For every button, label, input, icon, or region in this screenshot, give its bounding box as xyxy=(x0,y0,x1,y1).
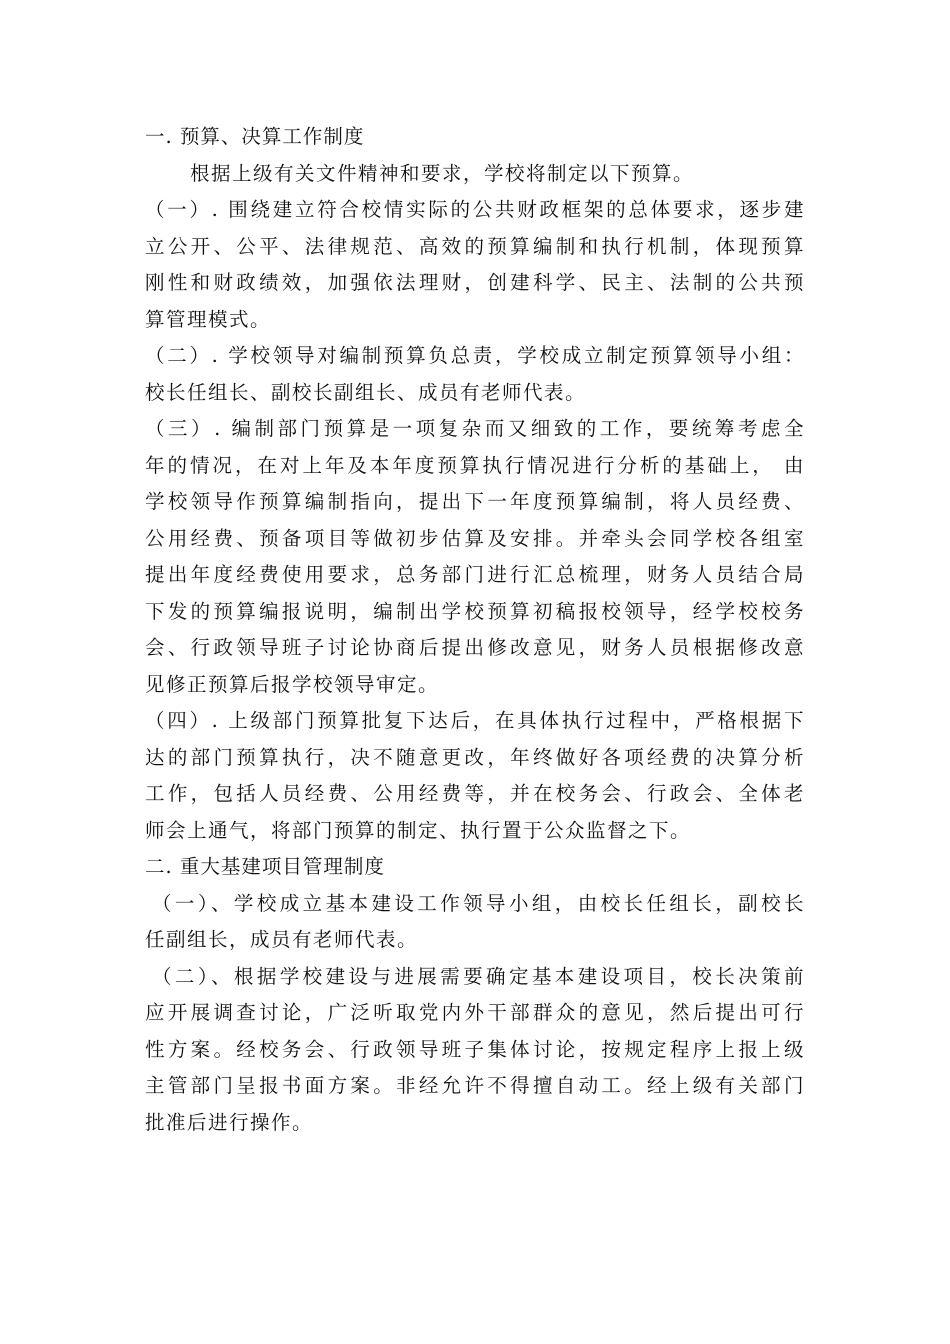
paragraph-line: 学校领导作预算编制指向，提出下一年度预算编制，将人员经费、 xyxy=(145,490,805,513)
paragraph-line: 师会上通气，将部门预算的制定、执行置于公众监督之下。 xyxy=(145,818,692,842)
section-heading-1: 一. 预算、决算工作制度 xyxy=(145,125,365,148)
paragraph-line: （四）. 上级部门预算批复下达后，在具体执行过程中，严格根据下 xyxy=(145,709,805,732)
paragraph-line: 达的部门预算执行，决不随意更改，年终做好各项经费的决算分析 xyxy=(145,745,805,769)
paragraph-line: 算管理模式。 xyxy=(145,307,272,331)
paragraph-line: 校长任组长、副校长副组长、成员有老师代表。 xyxy=(145,380,587,404)
paragraph-line: （二）. 学校领导对编制预算负总责，学校成立制定预算领导小组： xyxy=(145,344,805,367)
paragraph-line: 工作，包括人员经费、公用经费等，并在校务会、行政会、全体老 xyxy=(145,782,805,805)
paragraph-line: 任副组长，成员有老师代表。 xyxy=(145,928,419,951)
paragraph-line: （一）. 围绕建立符合校情实际的公共财政框架的总体要求，逐步建 xyxy=(145,198,805,221)
paragraph-line: 应开展调查讨论，广泛听取党内外干部群众的意见，然后提出可行 xyxy=(145,1001,805,1024)
section-heading-2: 二. 重大基建项目管理制度 xyxy=(145,855,385,878)
paragraph-line: 性方案。经校务会、行政领导班子集体讨论，按规定程序上报上级 xyxy=(145,1037,805,1061)
paragraph-line: 公用经费、预备项目等做初步估算及安排。并牵头会同学校各组室 xyxy=(145,526,805,550)
paragraph-line: 批准后进行操作。 xyxy=(145,1110,314,1134)
paragraph-line: （三）. 编制部门预算是一项复杂而又细致的工作，要统筹考虑全 xyxy=(145,417,805,440)
paragraph-line: （一）、学校成立基本建设工作领导小组，由校长任组长，副校长 xyxy=(152,891,805,915)
paragraph-line: 下发的预算编报说明，编制出学校预算初稿报校领导，经学校校务 xyxy=(145,599,805,623)
paragraph-line: 刚性和财政绩效，加强依法理财，创建科学、民主、法制的公共预 xyxy=(145,271,805,294)
paragraph-line: 主管部门呈报书面方案。非经允许不得擅自动工。经上级有关部门 xyxy=(145,1074,805,1097)
paragraph-line: 会、行政领导班子讨论协商后提出修改意见，财务人员根据修改意 xyxy=(145,636,805,659)
paragraph-line: 立公开、公平、法律规范、高效的预算编制和执行机制，体现预算 xyxy=(145,234,805,258)
document-body xyxy=(145,119,805,1141)
paragraph-line: 见修正预算后报学校领导审定。 xyxy=(145,672,440,696)
paragraph-line: （二）、根据学校建设与进展需要确定基本建设项目，校长决策前 xyxy=(152,964,805,988)
intro-paragraph: 根据上级有关文件精神和要求，学校将制定以下预算。 xyxy=(190,161,695,185)
paragraph-line: 提出年度经费使用要求，总务部门进行汇总梳理，财务人员结合局 xyxy=(145,563,805,586)
paragraph-line: 年的情况，在对上年及本年度预算执行情况进行分析的基础上， 由 xyxy=(145,453,805,477)
